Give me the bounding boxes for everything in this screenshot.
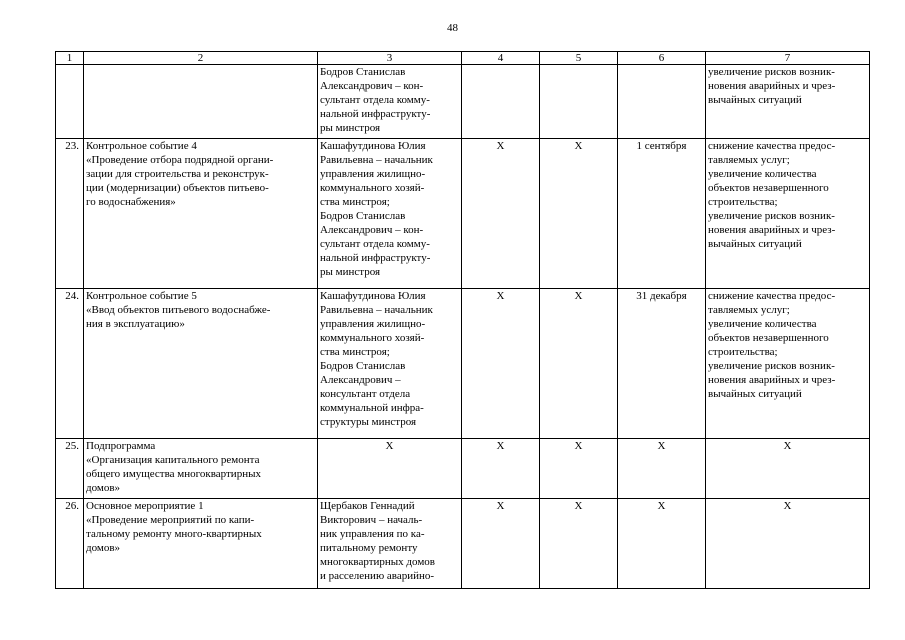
col5-mark: X [540,289,618,439]
col4-mark [462,65,540,139]
col4-mark: X [462,499,540,589]
event-name: Основное мероприятие 1 «Проведение мероприятий по капи- тальному ремонту много-квартирных домов» [84,499,318,589]
row-number [56,65,84,139]
column-number: 1 [56,52,84,65]
column-number: 2 [84,52,318,65]
table-row [56,499,870,589]
responsible-person: Щербаков Геннадий Викторович – началь- ник управления по ка- питальному ремонту многоквартирных домов и расселению аварийно- [318,499,462,589]
column-number: 7 [706,52,870,65]
risk-description: снижение качества предос- тавляемых услуг; увеличение количества объектов незавершенного строительства; увеличение рисков возник- новения аварийных и чрез- вычайных ситуаций [706,139,870,289]
table-row [56,439,870,499]
responsible-person: Кашафутдинова Юлия Равильевна – начальник управления жилищно- коммунального хозяй- ства минстроя; Бодров Станислав Александрович – кон- сультант отдела комму- нальной инфраструкту- ры минстроя [318,139,462,289]
col5-mark [540,65,618,139]
responsible-person: Бодров Станислав Александрович – кон- сультант отдела комму- нальной инфраструкту- ры минстроя [318,65,462,139]
page-number: 48 [447,22,458,34]
row-number: 26. [56,499,84,589]
column-numbers-row [56,52,870,65]
event-name: Подпрограмма «Организация капитального ремонта общего имущества многоквартирных домов» [84,439,318,499]
responsible-person: Кашафутдинова Юлия Равильевна – начальник управления жилищно- коммунального хозяй- ства минстроя; Бодров Станислав Александрович – консультант отдела коммунальной инфра- структуры минстроя [318,289,462,439]
risk-description: X [706,439,870,499]
column-number: 4 [462,52,540,65]
deadline [618,65,706,139]
risk-description: снижение качества предос- тавляемых услуг; увеличение количества объектов незавершенного строительства; увеличение рисков возник- новения аварийных и чрез- вычайных ситуаций [706,289,870,439]
column-number: 6 [618,52,706,65]
deadline: X [618,499,706,589]
col5-mark: X [540,439,618,499]
event-name: Контрольное событие 4 «Проведение отбора подрядной органи- зации для строительства и реконструк- ции (модернизации) объектов питьево- го водоснабжения» [84,139,318,289]
col5-mark: X [540,139,618,289]
risk-description: X [706,499,870,589]
column-number: 5 [540,52,618,65]
deadline: 31 декабря [618,289,706,439]
col4-mark: X [462,289,540,439]
row-number: 25. [56,439,84,499]
deadline: X [618,439,706,499]
table-row [56,139,870,289]
col5-mark: X [540,499,618,589]
row-number: 23. [56,139,84,289]
deadline: 1 сентября [618,139,706,289]
plan-table [55,51,870,589]
event-name: Контрольное событие 5 «Ввод объектов питьевого водоснабже- ния в эксплуатацию» [84,289,318,439]
risk-description: увеличение рисков возник- новения аварийных и чрез- вычайных ситуаций [706,65,870,139]
column-number: 3 [318,52,462,65]
responsible-person: X [318,439,462,499]
row-number: 24. [56,289,84,439]
event-name [84,65,318,139]
col4-mark: X [462,439,540,499]
table-row [56,65,870,139]
table-row [56,289,870,439]
col4-mark: X [462,139,540,289]
